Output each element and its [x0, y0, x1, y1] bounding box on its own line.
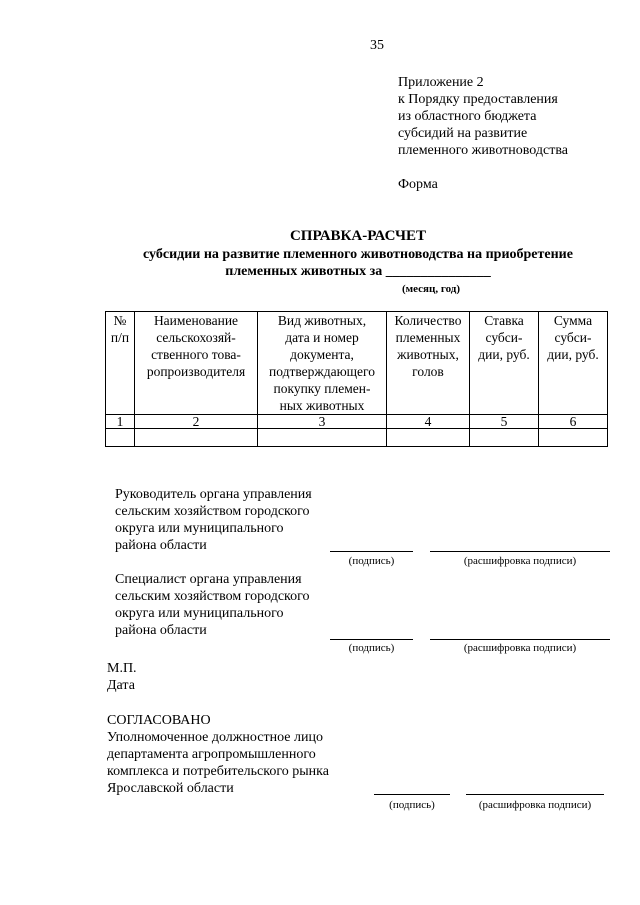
signatory-specialist: [115, 571, 310, 639]
header-text: ственного това-: [151, 347, 241, 362]
stamp-block: [107, 660, 137, 694]
signatory-head: [115, 486, 312, 554]
signatory-line: сельским хозяйством городского: [115, 589, 310, 604]
header-cell-sum: [539, 312, 608, 415]
column-number: 5: [470, 415, 539, 429]
column-number: 3: [258, 415, 387, 429]
subtitle-line: субсидии на развитие племенного животноводства на приобретение: [143, 247, 573, 262]
signatory-line: Специалист органа управления: [115, 572, 302, 587]
header-text: субси-: [554, 330, 592, 345]
header-text: ных животных: [279, 398, 365, 413]
column-number: 6: [539, 415, 608, 429]
signature-caption: (подпись): [348, 642, 395, 654]
signature-decode-caption: (расшифровка подписи): [463, 642, 577, 654]
header-text: дии, руб.: [547, 347, 599, 362]
signature-decode-line[interactable]: [430, 639, 610, 640]
header-cell-rate: [470, 312, 539, 415]
document-title: СПРАВКА-РАСЧЕТ: [289, 228, 427, 244]
header-text: племенных: [395, 330, 461, 345]
form-label: Форма: [398, 177, 438, 192]
appendix-note: [398, 74, 568, 159]
signature-decode-caption: (расшифровка подписи): [463, 555, 577, 567]
signature-line[interactable]: [330, 551, 413, 552]
appendix-line: племенного животноводства: [398, 143, 568, 158]
header-text: животных,: [397, 347, 459, 362]
header-text: голов: [412, 364, 444, 379]
appendix-line: Приложение 2: [398, 75, 484, 90]
header-text: ропроизводителя: [146, 364, 246, 379]
header-text: документа,: [290, 347, 354, 362]
date-label: Дата: [107, 678, 135, 693]
header-text: субси-: [485, 330, 523, 345]
agreed-line: департамента агропромышленного: [107, 747, 316, 762]
signature-line[interactable]: [330, 639, 413, 640]
signatory-line: Руководитель органа управления: [115, 487, 312, 502]
header-text: Вид животных,: [277, 313, 367, 328]
header-text: Количество: [394, 313, 462, 328]
table-header-row: [106, 312, 608, 415]
appendix-line: из областного бюджета: [398, 109, 537, 124]
subtitle-line: племенных животных за _______________: [225, 264, 491, 279]
signature-caption: (подпись): [389, 799, 435, 811]
page-number: 35: [370, 38, 384, 53]
header-text: п/п: [110, 330, 130, 345]
signature-decode-caption: (расшифровка подписи): [478, 799, 592, 811]
table-number-row: [106, 415, 608, 429]
header-cell-producer: [135, 312, 258, 415]
appendix-line: субсидий на развитие: [398, 126, 528, 141]
table-cell[interactable]: [539, 429, 608, 447]
header-text: подтверждающего: [268, 364, 375, 379]
stamp-label: М.П.: [107, 661, 137, 676]
agreed-block: [107, 712, 329, 797]
table-row: [106, 429, 608, 447]
table-cell[interactable]: [387, 429, 470, 447]
appendix-line: к Порядку предоставления: [398, 92, 558, 107]
header-text: Ставка: [484, 313, 524, 328]
signature-caption: (подпись): [348, 555, 395, 567]
agreed-heading: СОГЛАСОВАНО: [107, 713, 211, 728]
header-text: №: [113, 313, 127, 328]
agreed-line: Уполномоченное должностное лицо: [107, 730, 323, 745]
signatory-line: района области: [115, 538, 207, 553]
header-text: сельскохозяй-: [156, 330, 236, 345]
document-subtitle: [0, 246, 640, 280]
header-text: покупку племен-: [273, 381, 371, 396]
header-cell-animal-kind: [258, 312, 387, 415]
header-cell-quantity: [387, 312, 470, 415]
table-cell[interactable]: [106, 429, 135, 447]
month-hint: (месяц, год): [402, 283, 460, 295]
signature-decode-line[interactable]: [430, 551, 610, 552]
signatory-line: округа или муниципального: [115, 606, 284, 621]
agreed-line: комплекса и потребительского рынка: [107, 764, 329, 779]
column-number: 2: [135, 415, 258, 429]
column-number: 4: [387, 415, 470, 429]
table-cell[interactable]: [470, 429, 539, 447]
header-text: Сумма: [553, 313, 593, 328]
signatory-line: округа или муниципального: [115, 521, 284, 536]
signature-decode-line[interactable]: [466, 794, 604, 795]
agreed-line: Ярославской области: [107, 781, 234, 796]
header-text: дата и номер: [285, 330, 359, 345]
signature-line[interactable]: [374, 794, 450, 795]
signatory-line: сельским хозяйством городского: [115, 504, 310, 519]
header-cell-number: [106, 312, 135, 415]
calculation-table: [105, 311, 608, 447]
table-cell[interactable]: [258, 429, 387, 447]
header-text: дии, руб.: [478, 347, 530, 362]
signatory-line: района области: [115, 623, 207, 638]
column-number: 1: [106, 415, 135, 429]
table-cell[interactable]: [135, 429, 258, 447]
header-text: Наименование: [153, 313, 239, 328]
